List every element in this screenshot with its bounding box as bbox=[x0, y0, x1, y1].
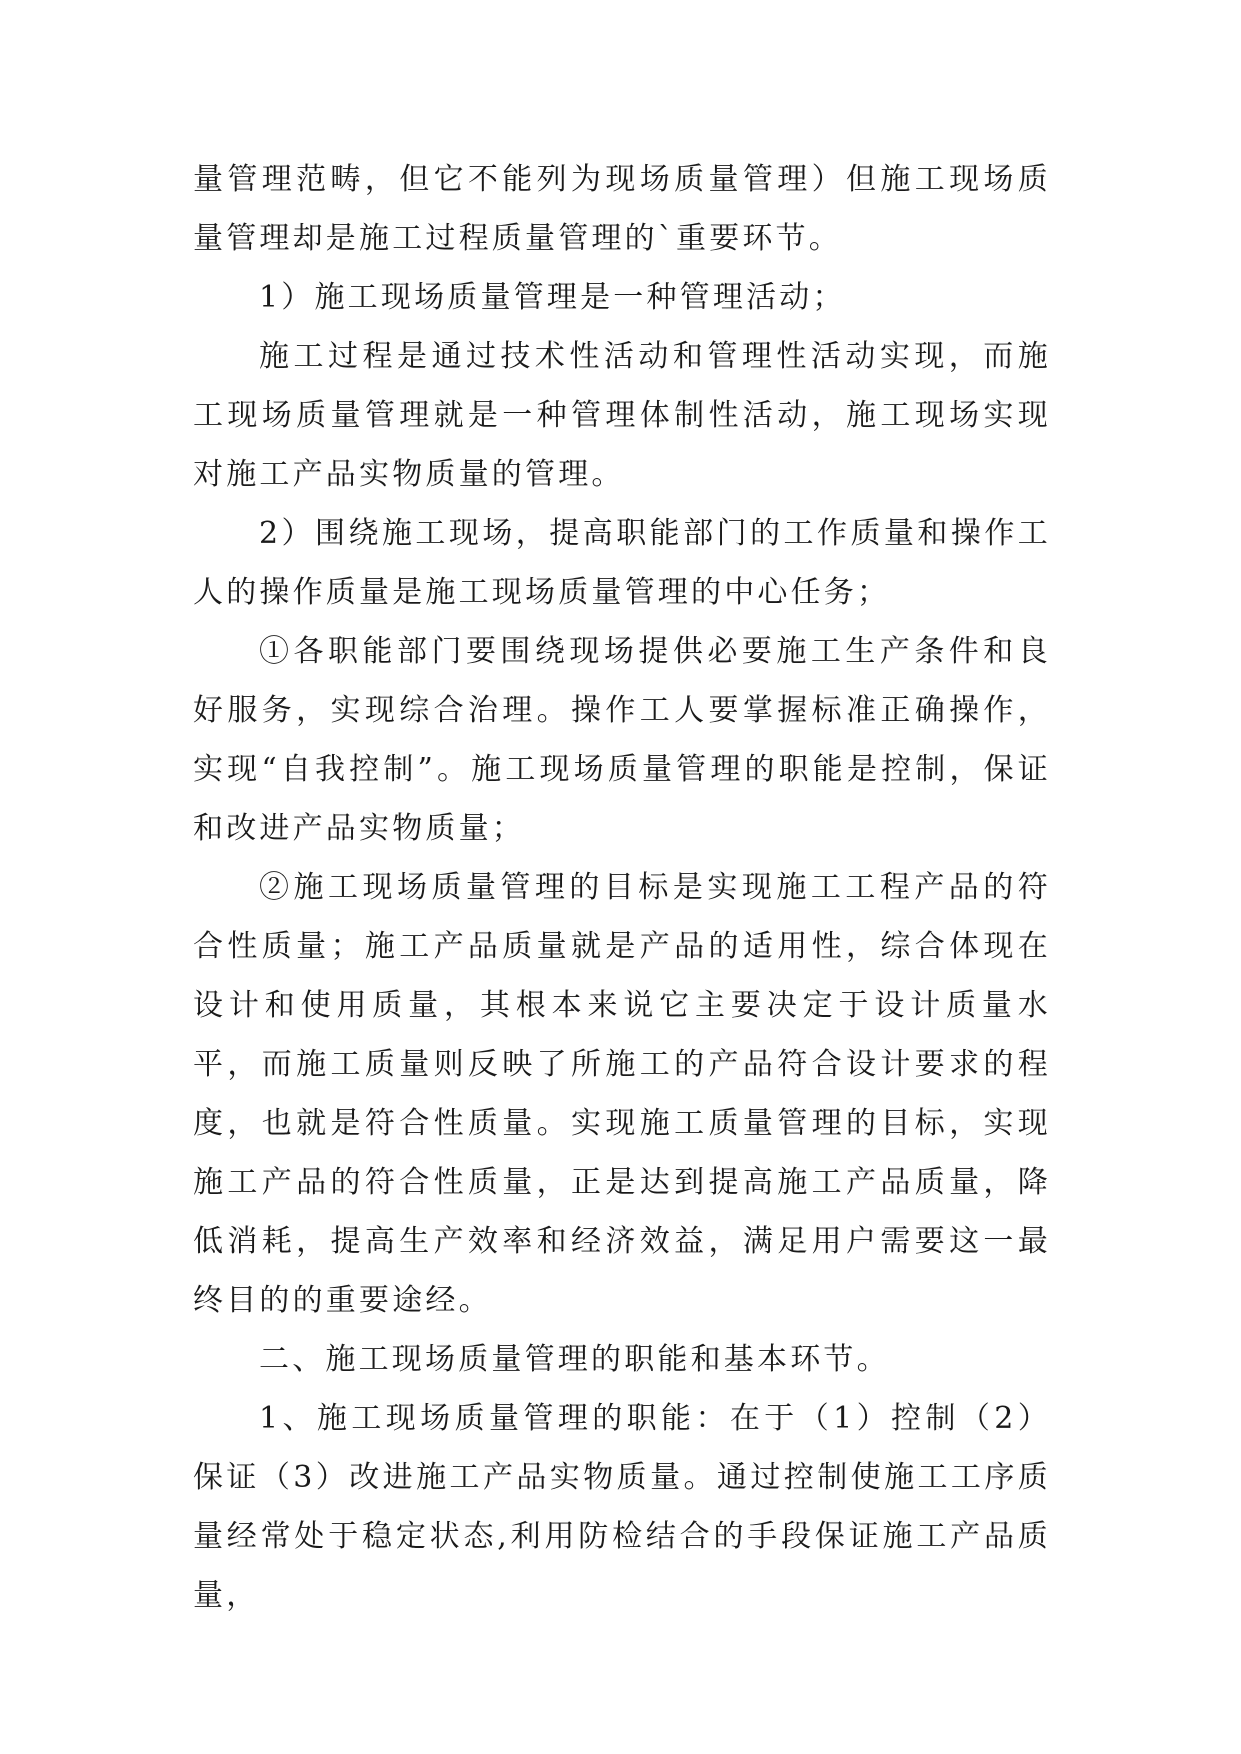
document-body bbox=[193, 150, 1051, 1625]
paragraph-3: 施工过程是通过技术性活动和管理性活动实现，而施工现场质量管理就是一种管理体制性活动，施工现场实现对施工产品实物质量的管理。 bbox=[193, 339, 1051, 492]
paragraph-6: ②施工现场质量管理的目标是实现施工工程产品的符合性质量；施工产品质量就是产品的适用性，综合体现在设计和使用质量，其根本来说它主要决定于设计质量水平，而施工质量则反映了所施工的产品符合设计要求的程度，也就是符合性质量。实现施工质量管理的目标，实现施工产品的符合性质量，正是达到提高施工产品质量，降低消耗，提高生产效率和经济效益，满足用户需要这一最终目的的重要途经。 bbox=[193, 870, 1051, 1318]
paragraph-2: 1）施工现场质量管理是一种管理活动； bbox=[259, 280, 846, 315]
paragraph-7: 1、施工现场质量管理的职能：在于（1）控制（2）保证（3）改进施工产品实物质量。通过控制使施工工序质量经常处于稳定状态,利用防检结合的手段保证施工产品质量， bbox=[193, 1401, 1051, 1613]
section-heading: 二、施工现场质量管理的职能和基本环节。 bbox=[259, 1342, 890, 1377]
paragraph-1: 量管理范畴，但它不能列为现场质量管理）但施工现场质量管理却是施工过程质量管理的`重要环节。 bbox=[193, 162, 1051, 256]
paragraph-4: 2）围绕施工现场，提高职能部门的工作质量和操作工人的操作质量是施工现场质量管理的中心任务； bbox=[193, 516, 1051, 610]
paragraph-5: ①各职能部门要围绕现场提供必要施工生产条件和良好服务，实现综合治理。操作工人要掌握标准正确操作，实现“自我控制”。施工现场质量管理的职能是控制，保证和改进产品实物质量； bbox=[193, 634, 1051, 846]
